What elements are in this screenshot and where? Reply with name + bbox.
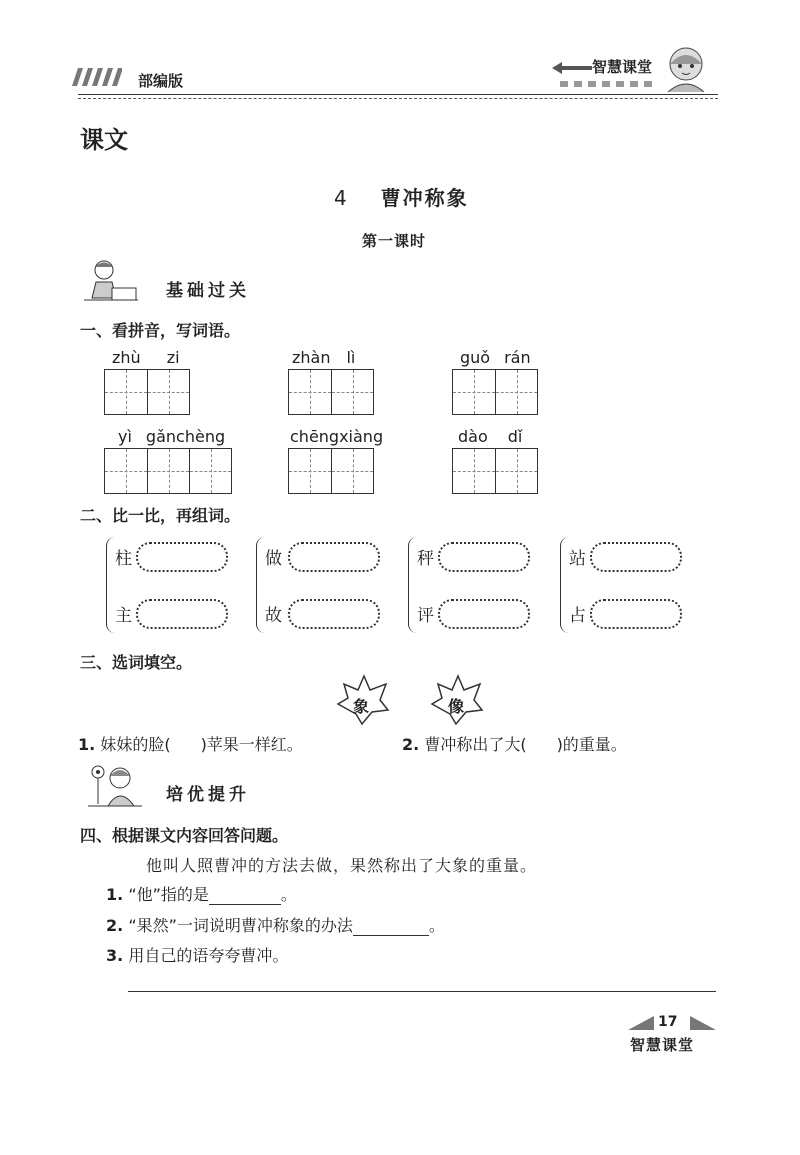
q4-passage: 他叫人照曹冲的方法去做，果然称出了大象的重量。 bbox=[146, 856, 538, 875]
part1-title: 基础过关 bbox=[166, 281, 250, 301]
girl-flower-icon bbox=[86, 764, 144, 808]
lesson-title bbox=[334, 182, 469, 211]
q4-answer-line[interactable] bbox=[209, 888, 281, 905]
q3-title: 三、选词填空。 bbox=[80, 653, 193, 672]
header-dots-icon bbox=[560, 80, 656, 88]
lesson-period: 第一课时 bbox=[362, 232, 427, 250]
part2-title: 培优提升 bbox=[166, 785, 250, 805]
girl-mascot-icon bbox=[658, 46, 714, 92]
q2-answer-box[interactable] bbox=[136, 542, 228, 572]
q4-sub2: 2. “果然”一词说明曹冲称象的办法 。 bbox=[106, 916, 445, 935]
q2-answer-box[interactable] bbox=[288, 599, 380, 629]
q1-item4-grid[interactable] bbox=[104, 448, 232, 494]
q2-answer-box[interactable] bbox=[590, 542, 682, 572]
header-rule bbox=[78, 94, 718, 95]
footer-rule bbox=[128, 991, 716, 992]
q4-sub3: 3. 用自己的语夸夸曹冲。 bbox=[106, 946, 289, 965]
q2-answer-box[interactable] bbox=[438, 542, 530, 572]
q1-item6-pinyin: dào dǐ bbox=[458, 427, 523, 446]
choice-word-2: 像 bbox=[448, 697, 465, 716]
lesson-number: 4 bbox=[334, 186, 349, 210]
q1-item1-pinyin: zhù zi bbox=[112, 348, 180, 367]
q4-title: 四、根据课文内容回答问题。 bbox=[80, 826, 289, 845]
q2-char: 做 bbox=[265, 549, 282, 569]
q2-char: 柱 bbox=[115, 549, 132, 569]
q2-answer-box[interactable] bbox=[590, 599, 682, 629]
choice-word-1: 象 bbox=[353, 697, 370, 716]
q2-char: 主 bbox=[115, 606, 132, 626]
q2-brace bbox=[408, 537, 417, 633]
q2-brace bbox=[560, 537, 569, 633]
q1-item2-grid[interactable] bbox=[288, 369, 374, 415]
q2-char: 占 bbox=[569, 606, 586, 626]
header-brand: 智慧课堂 bbox=[592, 58, 653, 76]
q2-answer-box[interactable] bbox=[438, 599, 530, 629]
footer-brand: 智慧课堂 bbox=[630, 1036, 695, 1054]
q1-item4-pinyin: yì gǎnchèng bbox=[118, 427, 226, 446]
q1-title: 一、看拼音，写词语。 bbox=[80, 321, 241, 340]
q2-char: 评 bbox=[417, 606, 434, 626]
q1-item1-grid[interactable] bbox=[104, 369, 190, 415]
q2-char: 站 bbox=[569, 549, 586, 569]
q3-sentence-2: 2. 曹冲称出了大( )的重量。 bbox=[402, 735, 627, 754]
section-title: 课文 bbox=[80, 126, 128, 154]
page-number: 17 bbox=[658, 1014, 678, 1030]
lesson-name: 曹冲称象 bbox=[380, 186, 469, 210]
header-dashed-rule bbox=[78, 98, 718, 99]
q2-brace bbox=[256, 537, 265, 633]
q4-answer-line[interactable] bbox=[353, 919, 429, 936]
q1-item5-pinyin: chēngxiàng bbox=[290, 427, 384, 446]
arrow-icon bbox=[552, 62, 592, 74]
q1-item5-grid[interactable] bbox=[288, 448, 374, 494]
q1-item3-grid[interactable] bbox=[452, 369, 538, 415]
q2-title: 二、比一比，再组词。 bbox=[80, 506, 241, 525]
q4-sub1: 1. “他”指的是 。 bbox=[106, 885, 297, 904]
q3-sentence-1: 1. 妹妹的脸( )苹果一样红。 bbox=[78, 735, 303, 754]
q2-char: 故 bbox=[265, 606, 282, 626]
q2-answer-box[interactable] bbox=[136, 599, 228, 629]
header-stripes-icon bbox=[72, 68, 122, 86]
q1-item2-pinyin: zhàn lì bbox=[292, 348, 356, 367]
q2-brace bbox=[106, 537, 115, 633]
q1-item3-pinyin: guǒ rán bbox=[460, 348, 531, 367]
q2-char: 秤 bbox=[417, 549, 434, 569]
boy-writing-icon bbox=[82, 258, 140, 304]
q2-answer-box[interactable] bbox=[288, 542, 380, 572]
edition-label: 部编版 bbox=[138, 72, 184, 90]
q1-item6-grid[interactable] bbox=[452, 448, 538, 494]
